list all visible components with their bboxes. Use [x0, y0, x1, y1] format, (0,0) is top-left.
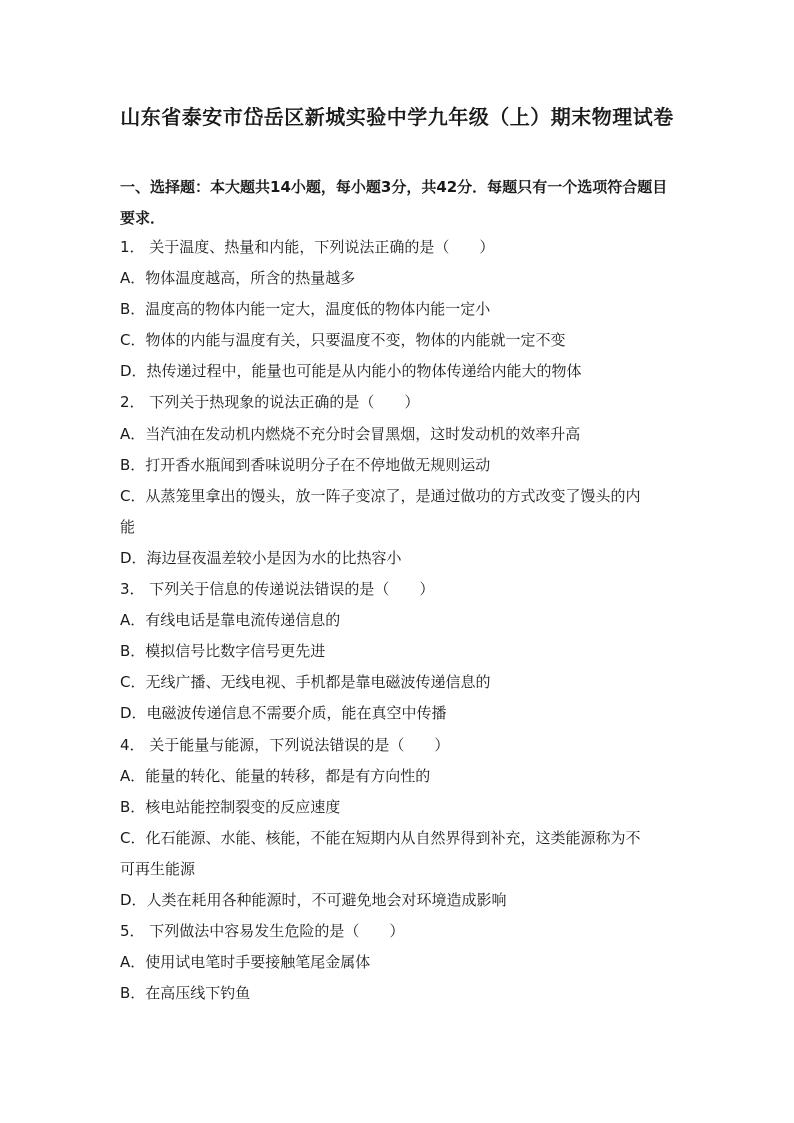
question-2-option-b: B．打开香水瓶闻到香味说明分子在不停地做无规则运动 — [120, 455, 491, 474]
question-4-option-d: D．人类在耗用各种能源时，不可避免地会对环境造成影响 — [120, 890, 507, 909]
question-5-option-b: B．在高压线下钓鱼 — [120, 984, 251, 1003]
question-1-option-b: B．温度高的物体内能一定大，温度低的物体内能一定小 — [120, 300, 491, 319]
question-5-stem: 5． 下列做法中容易发生危险的是（ ） — [120, 922, 405, 941]
question-1-stem: 1． 关于温度、热量和内能，下列说法正确的是（ ） — [120, 238, 495, 256]
question-1-option-a: A．物体温度越高，所含的热量越多 — [120, 269, 356, 288]
question-3-option-b: B．模拟信号比数字信号更先进 — [120, 642, 326, 661]
question-list — [120, 232, 680, 1009]
question-2-stem: 2． 下列关于热现象的说法正确的是（ ） — [120, 393, 420, 412]
question-4-option-c: C．化石能源、水能、核能，不能在短期内从自然界得到补充，这类能源称为不 — [120, 828, 641, 847]
question-4-option-c-continued: 可再生能源 — [120, 859, 196, 878]
question-4-stem: 4． 关于能量与能源，下列说法错误的是（ ） — [120, 735, 450, 754]
section-heading: 一、选择题：本大题共14小题，每小题3分，共42分．每题只有一个选项符合题目要求． — [120, 178, 668, 227]
question-3-stem: 3． 下列关于信息的传递说法错误的是（ ） — [120, 580, 435, 599]
question-3-option-a: A．有线电话是靠电流传递信息的 — [120, 611, 341, 630]
question-2-option-d: D．海边昼夜温差较小是因为水的比热容小 — [120, 548, 402, 567]
page-title: 山东省泰安市岱岳区新城实验中学九年级（上）期末物理试卷 — [120, 105, 674, 129]
question-1-option-d: D．热传递过程中，能量也可能是从内能小的物体传递给内能大的物体 — [120, 362, 582, 381]
question-2-option-a: A．当汽油在发动机内燃烧不充分时会冒黑烟，这时发动机的效率升高 — [120, 424, 581, 443]
question-3-option-c: C．无线广播、无线电视、手机都是靠电磁波传递信息的 — [120, 673, 491, 692]
question-5-option-a: A．使用试电笔时手要接触笔尾金属体 — [120, 953, 371, 972]
question-1-option-c: C．物体的内能与温度有关，只要温度不变，物体的内能就一定不变 — [120, 331, 566, 350]
question-2-option-c-continued: 能 — [120, 517, 136, 536]
question-3-option-d: D．电磁波传递信息不需要介质，能在真空中传播 — [120, 704, 447, 723]
question-4-option-a: A．能量的转化、能量的转移，都是有方向性的 — [120, 766, 431, 785]
question-4-option-b: B．核电站能控制裂变的反应速度 — [120, 797, 341, 816]
question-2-option-c: C．从蒸笼里拿出的馒头，放一阵子变凉了，是通过做功的方式改变了馒头的内 — [120, 486, 641, 505]
